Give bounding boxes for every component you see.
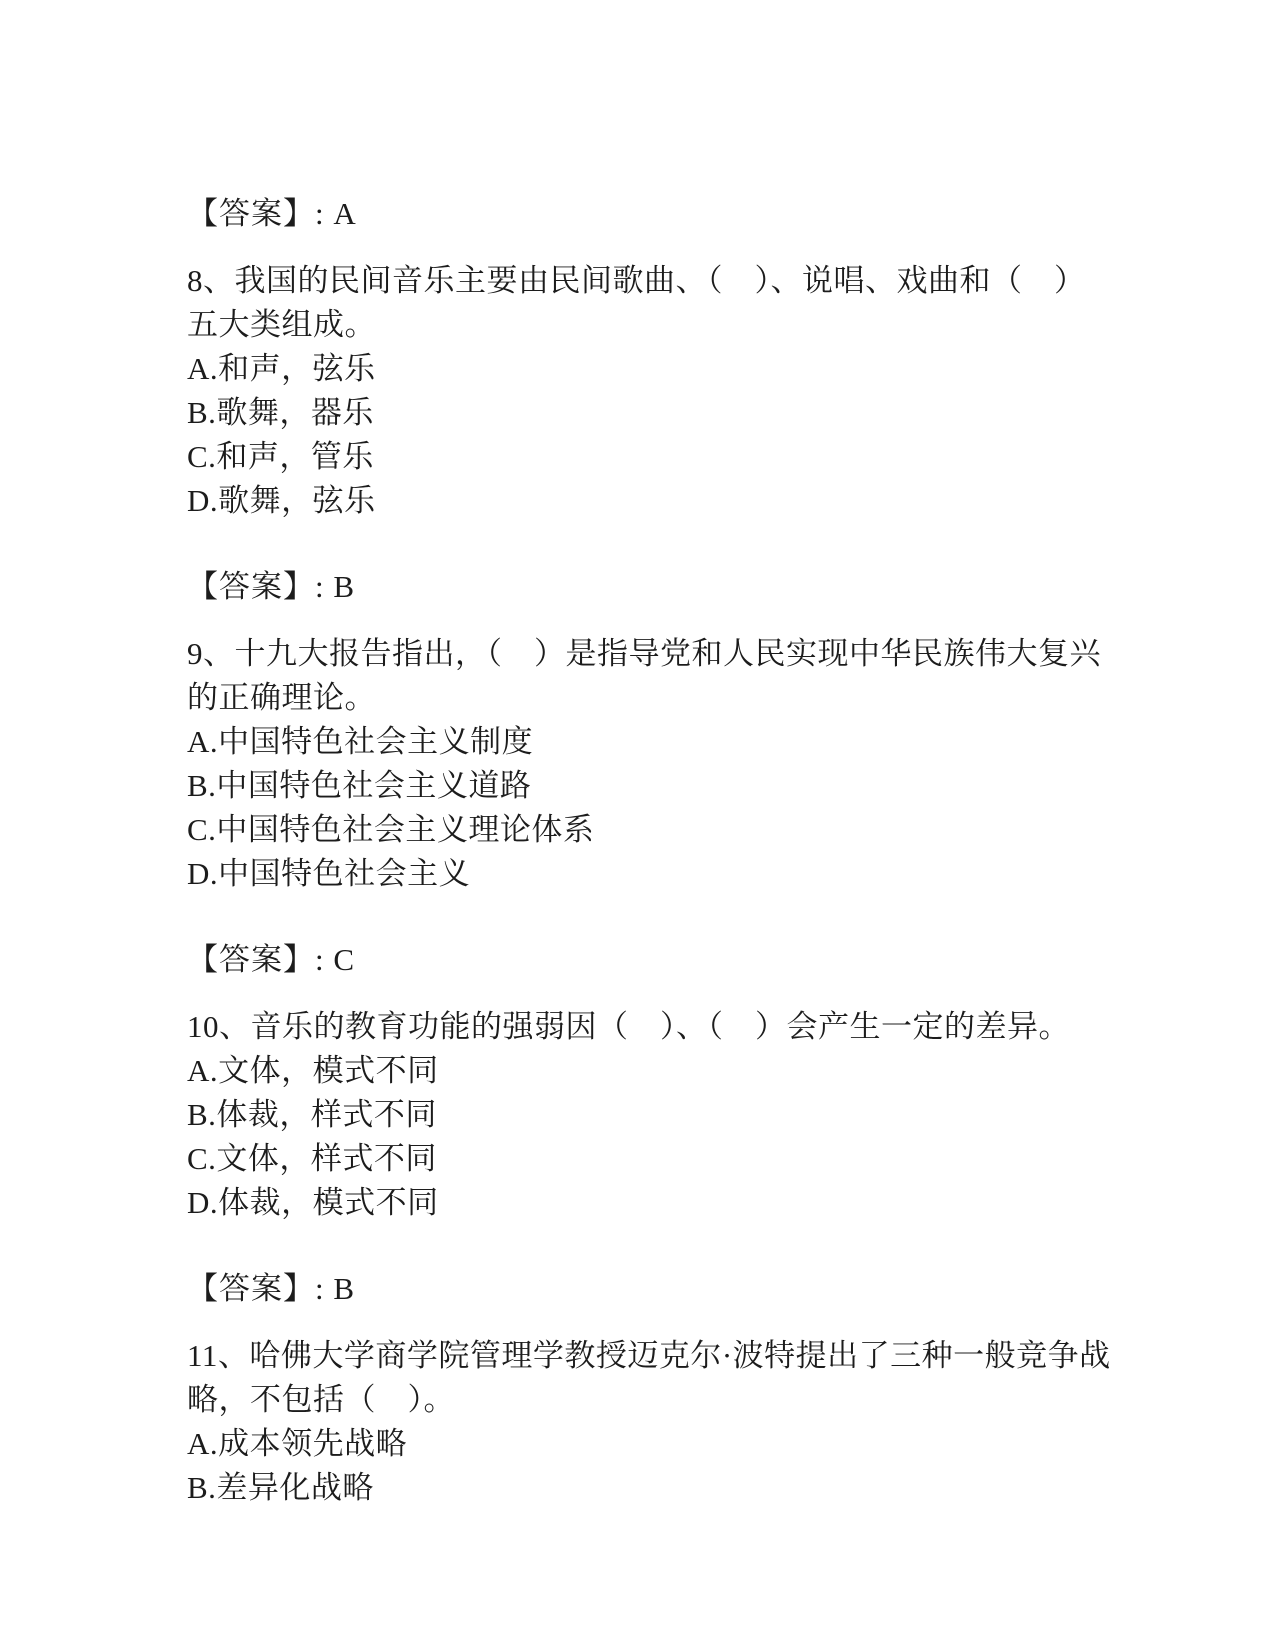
answer-block-q8: [187, 565, 1125, 609]
option-line-d: D.歌舞，弦乐: [187, 483, 376, 518]
option-line-c: C.和声，管乐: [187, 439, 374, 474]
question-text-line: 9、十九大报告指出，（ ）是指导党和人民实现中华民族伟大复兴: [187, 636, 1101, 671]
option-line-a: A.中国特色社会主义制度: [187, 724, 534, 759]
question-text-line: 略，不包括（ ）。: [187, 1382, 455, 1417]
answer-line: 【答案】: B: [187, 569, 356, 604]
question-block-8: [187, 259, 1125, 523]
answer-line: 【答案】: B: [187, 1271, 356, 1306]
question-block-10: [187, 1005, 1125, 1225]
question-text-line: 10、音乐的教育功能的强弱因（ ）、（ ）会产生一定的差异。: [187, 1009, 1070, 1044]
answer-block-q10: [187, 1267, 1125, 1311]
option-line-c: C.文体，样式不同: [187, 1141, 437, 1176]
option-line-b: B.中国特色社会主义道路: [187, 768, 532, 803]
option-line-b: B.差异化战略: [187, 1470, 374, 1505]
question-text-line: 五大类组成。: [187, 307, 376, 342]
question-block-9: [187, 632, 1125, 896]
option-line-d: D.中国特色社会主义: [187, 856, 471, 891]
answer-block-q7: [187, 192, 1125, 236]
question-text-line: 8、我国的民间音乐主要由民间歌曲、（ ）、说唱、戏曲和（ ）: [187, 263, 1086, 298]
question-text-line: 的正确理论。: [187, 680, 376, 715]
option-line-a: A.成本领先战略: [187, 1426, 408, 1461]
answer-line: 【答案】: C: [187, 942, 356, 977]
question-block-11: [187, 1334, 1125, 1510]
option-line-a: A.和声，弦乐: [187, 351, 376, 386]
option-line-b: B.体裁，样式不同: [187, 1097, 437, 1132]
option-line-a: A.文体，模式不同: [187, 1053, 439, 1088]
question-text-line: 11、哈佛大学商学院管理学教授迈克尔·波特提出了三种一般竞争战: [187, 1338, 1111, 1373]
option-line-b: B.歌舞，器乐: [187, 395, 374, 430]
answer-line: 【答案】: A: [187, 196, 357, 231]
answer-block-q9: [187, 938, 1125, 982]
option-line-d: D.体裁，模式不同: [187, 1185, 439, 1220]
option-line-c: C.中国特色社会主义理论体系: [187, 812, 595, 847]
